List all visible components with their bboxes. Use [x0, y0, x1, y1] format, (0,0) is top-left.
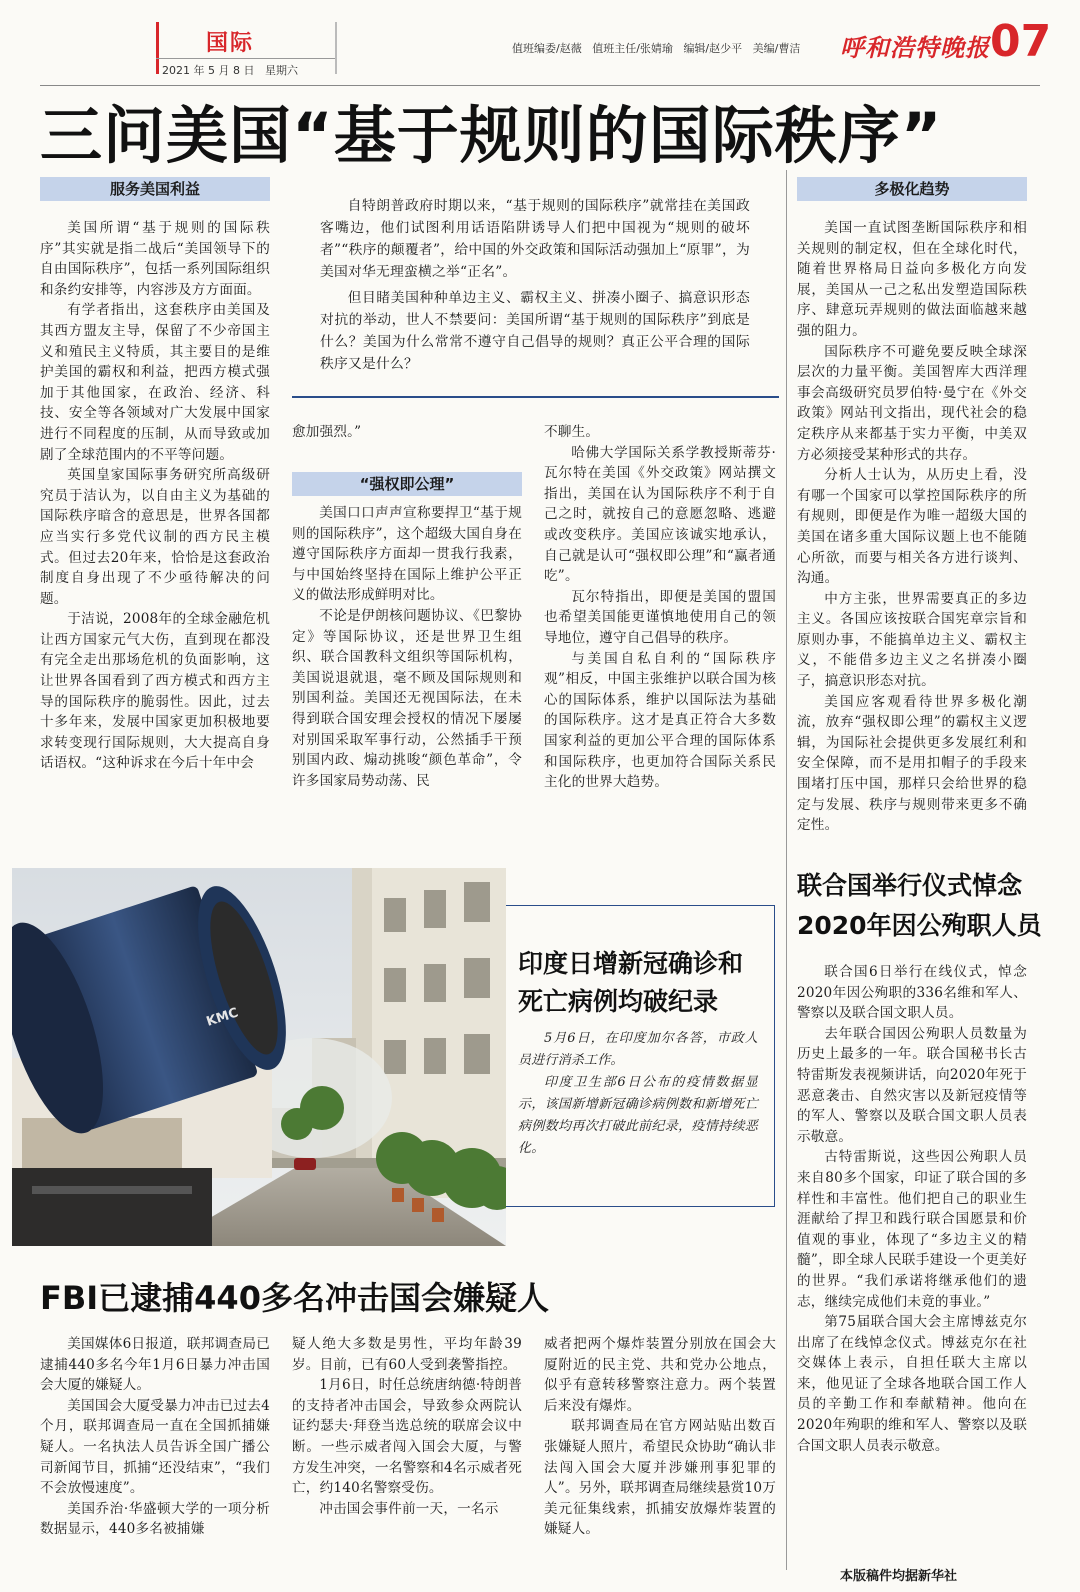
col1-paragraph-4: 于洁说，2008年的全球金融危机让西方国家元气大伤，直到现在都没有完全走出那场危机的负面影响，这让世界各国看到了西方模式和西方主导的国际秩序的脆弱性。因此，过去十多年来，发展中国家更加积极地要求转变现行国际规则，大大提高自身话语权。“这种诉求在今后十年中会: [40, 611, 270, 772]
un-paragraph-1: 联合国6日举行在线仪式，悼念2020年因公殉职的336名维和军人、警察以及联合国文职人员。: [797, 964, 1027, 1022]
header-bottom-rule: [40, 85, 1040, 86]
article-column-3: [544, 422, 776, 793]
caption-paragraph-2: 印度卫生部6日公布的疫情数据显示，该国新增新冠确诊病例数和新增死亡病例数均再次打破此前纪录，疫情持续恶化。: [518, 1075, 758, 1156]
section-label: 国际: [205, 31, 254, 56]
issue-date: [162, 62, 322, 78]
page-header: [0, 0, 1080, 88]
caption-paragraph-1: 5月6日，在印度加尔各答，市政人员进行消杀工作。: [518, 1031, 758, 1068]
header-left-bar: [156, 22, 159, 74]
article-column-1: [40, 218, 270, 774]
photo-illustration: [12, 868, 506, 1246]
article-column-2: [292, 503, 522, 791]
staff-1: 值班编委/赵薇: [512, 42, 582, 55]
col3-paragraph-4: 与美国自私自利的“国际秩序观”相反，中国主张维护以联合国为核心的国际体系，维护以国际法为基础的国际秩序。这才是真正符合大多数国家利益的更加公平合理的国际体系和国际秩序，也更加符合国际关系民主化的世界大趋势。: [544, 650, 776, 791]
page-credit: 本版稿件均据新华社: [840, 1569, 958, 1584]
fbi-col2-paragraph-3: 冲击国会事件前一天，一名示: [319, 1500, 499, 1517]
header-divider: [156, 58, 336, 59]
photo-caption-title: 印度日增新冠确诊和死亡病例均破纪录: [518, 949, 744, 1016]
col4-paragraph-1: 美国一直试图垄断国际秩序和相关规则的制定权，但在全球化时代，随着世界格局日益向多极化方向发展，美国从一己之私出发塑造国际秩序、肆意玩弄规则的做法面临越来越强的阻力。: [797, 220, 1027, 339]
machine-label: KMC: [204, 1005, 241, 1030]
page-number: 07: [990, 16, 1052, 67]
section-title-serve-us-interests: 服务美国利益: [40, 177, 270, 201]
news-photo-kolkata-disinfection: [12, 868, 506, 1246]
staff-2: 值班主任/张婧瑜: [592, 42, 673, 55]
fbi-col1-paragraph-3: 美国乔治·华盛顿大学的一项分析数据显示，440多名被捕嫌: [40, 1500, 270, 1538]
fbi-headline: FBI已逮捕440多名冲击国会嫌疑人: [40, 1279, 549, 1317]
col1-paragraph-1: 美国所谓“基于规则的国际秩序”其实就是指二战后“美国领导下的自由国际秩序”，包括一系列国际组织和条约安排等，内容涉及方方面面。: [40, 220, 270, 298]
col1-paragraph-3: 英国皇家国际事务研究所高级研究员于洁认为，以自由主义为基础的国际秩序暗含的意思是，世界各国都应当实行多党代议制的西方民主模式。但过去20年来，恰恰是这套政治制度自身出现了不少亟待解决的问题。: [40, 467, 270, 607]
section-title-multipolarity: 多极化趋势: [797, 177, 1027, 201]
staff-3: 编辑/赵少平: [683, 42, 743, 55]
fbi-col1-paragraph-2: 美国国会大厦受暴力冲击已过去4个月，联邦调查局一直在全国抓捕嫌疑人。一名执法人员告诉全国广播公司新闻节目，抓捕“还没结束”，“我们不会放慢速度”。: [40, 1397, 270, 1497]
date-text: 2021 年 5 月 8 日: [162, 64, 255, 77]
col1-paragraph-2: 有学者指出，这套秩序由美国及其西方盟友主导，保留了不少帝国主义和殖民主义特质，其主要目的是维护美国的霸权和利益，把西方模式强加于其他国家，在政治、经济、科技、安全等各领域对广大发展中国家进行不同程度的压制，从而导致或加剧了全球范围内的不平等问题。: [40, 302, 270, 463]
un-story-title: [797, 866, 1047, 946]
un-paragraph-4: 第75届联合国大会主席博兹克尔出席了在线悼念仪式。博兹克尔在社交媒体上表示，自担任联大主席以来，他见证了全球各地联合国工作人员的辛勤工作和奉献精神。他向在2020年殉职的维和军人、警察以及联合国文职人员表示敬意。: [797, 1314, 1027, 1454]
header-vbar-right: [335, 22, 337, 74]
un-title-line-1: 联合国举行仪式悼念: [797, 871, 1023, 900]
weekday-text: 星期六: [264, 64, 298, 77]
col4-paragraph-4: 中方主张，世界需要真正的多边主义。各国应该按联合国宪章宗旨和原则办事，不能搞单边主义、霸权主义，不能借多边主义之名拼凑小圈子，搞意识形态对抗。: [797, 590, 1027, 690]
fbi-column-1: [40, 1334, 270, 1540]
un-paragraph-2: 去年联合国因公殉职人员数量为历史上最多的一年。联合国秘书长古特雷斯发表视频讲话，向2020年死于恶意袭击、自然灾害以及新冠疫情等的军人、警察以及联合国文职人员表示敬意。: [797, 1025, 1027, 1145]
fbi-column-2: [292, 1334, 522, 1519]
col3-paragraph-3: 瓦尔特指出，即便是美国的盟国也希望美国能更谨慎地使用自己的领导地位，遵守自己倡导的秩序。: [544, 588, 776, 646]
col4-paragraph-2: 国际秩序不可避免要反映全球深层次的力量平衡。美国智库大西洋理事会高级研究员罗伯特·曼宁在《外交政策》网站刊文指出，现代社会的稳定秩序从来都基于实力平衡，中美双方必须接受某种形式的共存。: [797, 343, 1027, 463]
masthead-logo: 呼和浩特晚报: [840, 33, 990, 62]
col4-paragraph-5: 美国应客观看待世界多极化潮流，放弃“强权即公理”的霸权主义逻辑，为国际社会提供更多发展红利和安全保障，而不是用扣帽子的手段来围堵打压中国，那样只会给世界的稳定与发展、秩序与规则带来更多不确定性。: [797, 693, 1027, 834]
fbi-col3-paragraph-2: 联邦调查局在官方网站贴出数百张嫌疑人照片，希望民众协助“确认非法闯入国会大厦并涉嫌刑事犯罪的人”。另外，联邦调查局继续悬赏10万美元征集线索，抓捕安放爆炸装置的嫌疑人。: [544, 1418, 776, 1538]
un-story-body: [797, 962, 1027, 1456]
fbi-column-3: [544, 1334, 776, 1540]
col2-paragraph-1: 美国口口声声宣称要捍卫“基于规则的国际秩序”，这个超级大国自身在遵守国际秩序方面却一贯我行我素，与中国始终坚持在国际上维护公平正义的做法形成鲜明对比。: [292, 505, 522, 604]
staff-credits: [512, 40, 832, 56]
section-title-might-is-right: “强权即公理”: [292, 472, 522, 496]
col2-paragraph-2: 不论是伊朗核问题协议、《巴黎协定》等国际协议，还是世界卫生组织、联合国教科文组织等国际机构，美国说退就退，毫不顾及国际规则和别国利益。美国还无视国际法，在未得到联合国安理会授权的情况下屡屡对别国采取军事行动，公然插手干预别国内政、煽动挑唆“颜色革命”，令许多国家局势动荡、民: [292, 607, 522, 789]
lead-bottom-rule: [292, 396, 779, 398]
lead-paragraphs: [320, 195, 750, 375]
fbi-col2-paragraph-1: 疑人绝大多数是男性，平均年龄39岁。目前，已有60人受到袭警指控。: [292, 1336, 522, 1373]
photo-caption-body: [518, 1028, 758, 1160]
un-paragraph-3: 古特雷斯说，这些因公殉职人员来自80多个国家，印证了联合国的多样性和丰富性。他们把自己的职业生涯献给了捍卫和践行联合国愿景和价值观的事业，体现了“多边主义的精髓”，即全球人民联手建设一个更美好的世界。“我们承诺将继承他们的遗志，继续完成他们未竟的事业。”: [797, 1149, 1027, 1310]
main-headline: 三问美国“基于规则的国际秩序”: [40, 99, 943, 172]
fbi-col2-paragraph-2: 1月6日，时任总统唐纳德·特朗普的支持者冲击国会，导致参众两院认证约瑟夫·拜登当选总统的联席会议中断。一些示威者闯入国会大厦，与警方发生冲突，一名警察和4名示威者死亡，约140名警察受伤。: [292, 1377, 522, 1497]
staff-4: 美编/曹洁: [752, 42, 801, 55]
un-title-line-2: 2020年因公殉职人员: [797, 911, 1042, 940]
col4-paragraph-3: 分析人士认为，从历史上看，没有哪一个国家可以掌控国际秩序的所有规则，即便是作为唯一超级大国的美国在诸多重大国际议题上也不能随心所欲，而要与相关各方进行谈判、沟通。: [797, 467, 1027, 587]
lead-paragraph-1: 自特朗普政府时期以来，“基于规则的国际秩序”就常挂在美国政客嘴边，他们试图利用话语陷阱诱导人们把中国视为“规则的破坏者”“秩序的颠覆者”，给中国的外交政策和国际活动强加上“原罪”，为美国对华无理蛮横之举“正名”。: [320, 198, 750, 280]
col3-paragraph-1: 不聊生。: [544, 424, 600, 440]
col2-continuation: 愈加强烈。”: [292, 424, 362, 440]
article-column-2-top: [292, 422, 522, 443]
fbi-col3-paragraph-1: 威者把两个爆炸装置分别放在国会大厦附近的民主党、共和党办公地点，似乎有意转移警察注意力。两个装置后来没有爆炸。: [544, 1336, 776, 1414]
lead-paragraph-2: 但目睹美国种种单边主义、霸权主义、拼凑小圈子、搞意识形态对抗的举动，世人不禁要问：美国所谓“基于规则的国际秩序”到底是什么？美国为什么常常不遵守自己倡导的规则？真正公平合理的国际秩序又是什么？: [320, 290, 750, 372]
col3-paragraph-2: 哈佛大学国际关系学教授斯蒂芬·瓦尔特在美国《外交政策》网站撰文指出，美国在认为国际秩序不利于自己之时，就按自己的意愿忽略、逃避或改变秩序。美国应该诚实地承认，自己就是认可“强权即公理”和“赢者通吃”。: [544, 444, 776, 585]
article-column-4: [797, 218, 1027, 836]
fbi-col1-paragraph-1: 美国媒体6日报道，联邦调查局已逮捕440多名今年1月6日暴力冲击国会大厦的嫌疑人。: [40, 1336, 270, 1394]
column-divider-right: [786, 170, 787, 1570]
